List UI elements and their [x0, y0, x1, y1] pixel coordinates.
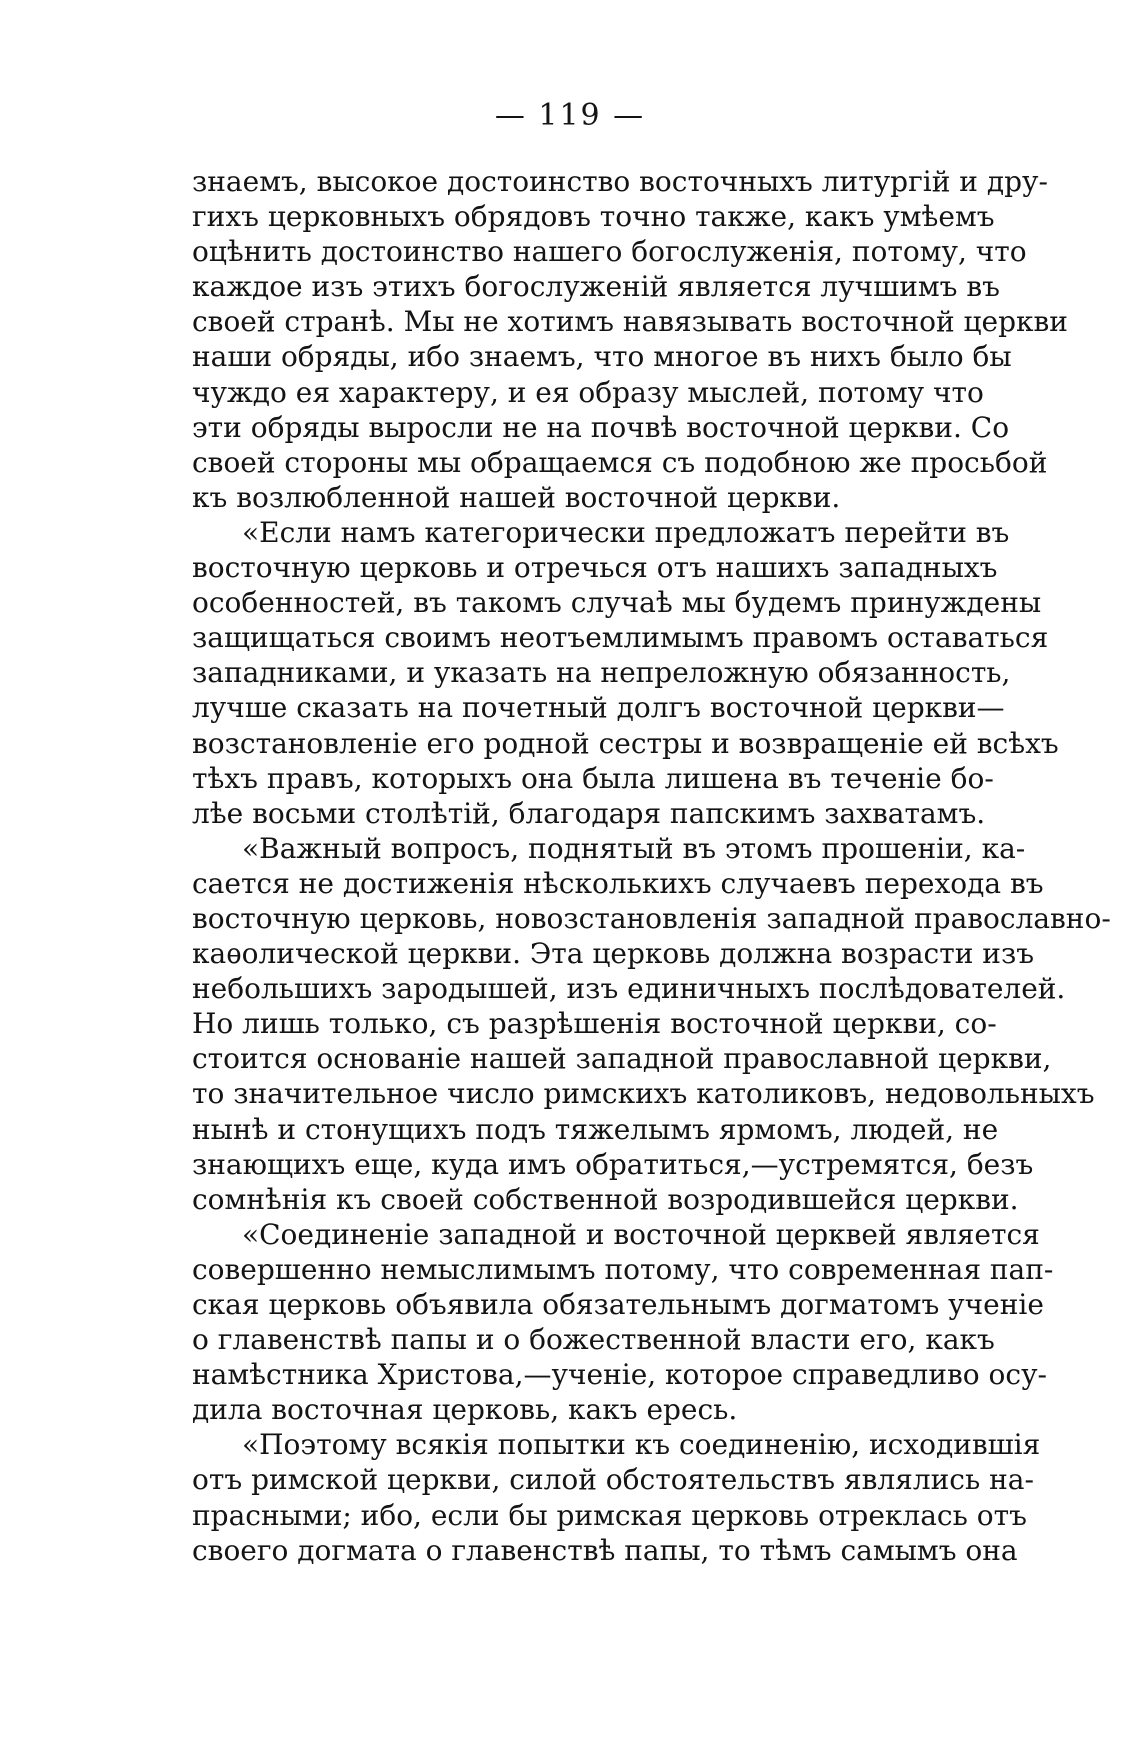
text-line: отъ римской церкви, силой обстоятельствъ являлись на-: [192, 1463, 1034, 1497]
text-line: восточную церковь, новозстановленія западной православно-: [192, 901, 1111, 935]
text-line: своей стороны мы обращаемся съ подобною же просьбой: [192, 445, 1048, 479]
text-line: тѣхъ правъ, которыхъ она была лишена въ теченіе бо-: [192, 761, 994, 795]
text-line: прасными; ибо, если бы римская церковь отреклась отъ: [192, 1498, 1027, 1532]
text-line: защищаться своимъ неотъемлимымъ правомъ оставаться: [192, 621, 1049, 655]
text-line: особенностей, въ такомъ случаѣ мы будемъ принуждены: [192, 586, 1042, 620]
text-line: нынѣ и стонущихъ подъ тяжелымъ ярмомъ, людей, не: [192, 1112, 999, 1146]
text-line: дила восточная церковь, какъ ересь.: [192, 1393, 738, 1427]
paragraph-3: [192, 831, 1111, 1217]
text-line: гихъ церковныхъ обрядовъ точно также, какъ умѣемъ: [192, 200, 995, 234]
text-line: «Важный вопросъ, поднятый въ этомъ прошеніи, ка-: [242, 831, 1026, 865]
paragraph-1: [192, 164, 1068, 515]
text-line: каѳолической церкви. Эта церковь должна возрасти изъ: [192, 937, 1035, 971]
text-line: эти обряды выросли не на почвѣ восточной церкви. Со: [192, 410, 1010, 444]
text-line: Но лишь только, съ разрѣшенія восточной церкви, со-: [192, 1007, 997, 1041]
text-line: къ возлюбленной нашей восточной церкви.: [192, 480, 841, 514]
text-line: небольшихъ зародышей, изъ единичныхъ послѣдователей.: [192, 972, 1066, 1006]
text-line: то значительное число римскихъ католиковъ, недовольныхъ: [192, 1077, 1095, 1111]
text-line: «Поэтому всякія попытки къ соединенію, исходившія: [242, 1428, 1041, 1462]
text-line: чуждо ея характеру, и ея образу мыслей, потому что: [192, 375, 984, 409]
text-line: возстановленіе его родной сестры и возвращеніе ей всѣхъ: [192, 726, 1059, 760]
page-number: — 119 —: [494, 98, 646, 133]
text-line: восточную церковь и отречься отъ нашихъ западныхъ: [192, 551, 998, 585]
text-line: наши обряды, ибо знаемъ, что многое въ нихъ было бы: [192, 340, 1012, 374]
text-line: ская церковь объявила обязательнымъ догматомъ ученіе: [192, 1288, 1044, 1321]
text-line: сомнѣнія къ своей собственной возродившейся церкви.: [192, 1182, 1019, 1216]
paragraph-4: [192, 1217, 1054, 1428]
paragraph-5: [192, 1427, 1041, 1567]
text-line: «Соединеніе западной и восточной церквей является: [242, 1217, 1040, 1251]
text-line: своего догмата о главенствѣ папы, то тѣмъ самымъ она: [192, 1533, 1018, 1567]
text-line: стоится основаніе нашей западной православной церкви,: [192, 1042, 1052, 1076]
text-line: о главенствѣ папы и о божественной власти его, какъ: [192, 1323, 995, 1357]
text-line: совершенно немыслимымъ потому, что современная пап-: [192, 1252, 1054, 1286]
text-line: знаемъ, высокое достоинство восточныхъ литургій и дру-: [192, 165, 1048, 198]
body-text: [192, 164, 1111, 1568]
text-line: сается не достиженія нѣсколькихъ случаевъ перехода въ: [192, 866, 1044, 900]
text-line: знающихъ еще, куда имъ обратиться,—устремятся, безъ: [192, 1147, 1034, 1181]
paragraph-2: [192, 515, 1059, 831]
text-line: своей странѣ. Мы не хотимъ навязывать восточной церкви: [192, 305, 1068, 339]
text-line: оцѣнить достоинство нашего богослуженія, потому, что: [192, 235, 1027, 269]
text-line: «Если намъ категорически предложатъ перейти въ: [242, 515, 1010, 549]
text-line: западниками, и указать на непреложную обязанность,: [192, 656, 1011, 690]
text-line: лѣе восьми столѣтій, благодаря папскимъ захватамъ.: [192, 796, 986, 830]
text-line: лучше сказать на почетный долгъ восточной церкви—: [192, 691, 1005, 725]
text-line: каждое изъ этихъ богослуженій является лучшимъ въ: [192, 270, 1000, 304]
text-line: намѣстника Христова,—ученіе, которое справедливо осу-: [192, 1358, 1047, 1392]
